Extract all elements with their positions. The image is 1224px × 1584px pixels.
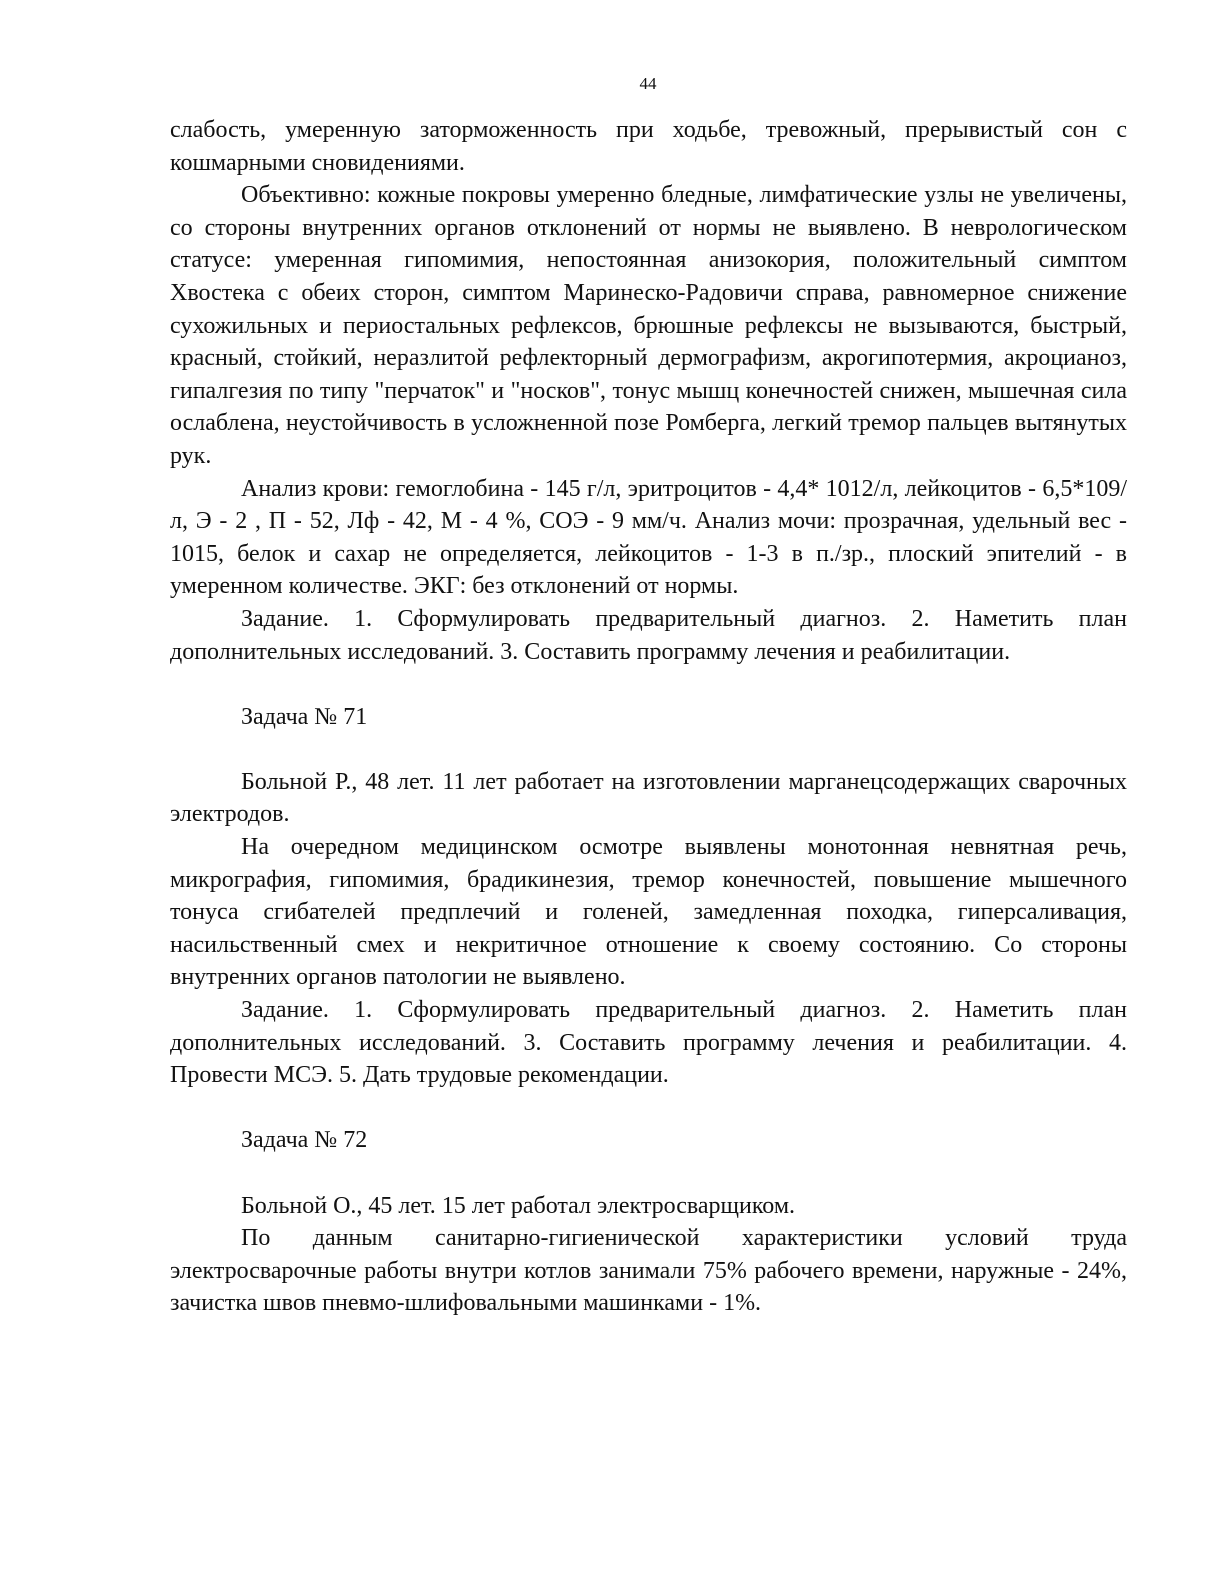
paragraph-continuation: слабость, умеренную заторможенность при ходьбе, тревожный, прерывистый сон с кошмарными сновидениями. <box>170 117 1127 176</box>
task-71-findings: На очередном медицинском осмотре выявлены монотонная невнятная речь, микрография, гипомимия, брадикинезия, тремор конечностей, повышение мышечного тонуса сгибателей предплечий и голеней, замедленная походка, гиперсаливация, насильственный смех и некритичное отношение к своему состоянию. Со стороны внутренних органов патологии не выявлено. <box>170 834 1127 991</box>
task-72-patient: Больной О., 45 лет. 15 лет работал электросварщиком. <box>241 1192 796 1219</box>
task-71-patient: Больной Р., 48 лет. 11 лет работает на изготовлении марганецсодержащих сварочных электродов. <box>170 768 1127 828</box>
paragraph-assignment: Задание. 1. Сформулировать предварительный диагноз. 2. Наметить план дополнительных исследований. 3. Составить программу лечения и реабилитации. <box>170 605 1127 665</box>
task-71-heading: Задача № 71 <box>241 703 368 730</box>
task-71-assignment: Задание. 1. Сформулировать предварительный диагноз. 2. Наметить план дополнительных исследований. 3. Составить программу лечения и реабилитации. 4. Провести МСЭ. 5. Дать трудовые рекомендации. <box>170 997 1127 1089</box>
task-72-conditions: По данным санитарно-гигиенической характеристики условий труда электросварочные работы внутри котлов занимали 75% рабочего времени, наружные - 24%, зачистка швов пневмо-шлифовальными машинками - 1%. <box>170 1225 1127 1317</box>
paragraph-lab-results: Анализ крови: гемоглобина - 145 г/л, эритроцитов - 4,4* 1012/л, лейкоцитов - 6,5*109/л, Э - 2 , П - 52, Лф - 42, М - 4 %, СОЭ - 9 мм/ч. Анализ мочи: прозрачная, удельный вес - 1015, белок и сахар не определяется, лейкоцитов - 1-3 в п./зр., плоский эпителий - в умеренном количестве. ЭКГ: без отклонений от нормы. <box>170 475 1127 600</box>
page-body <box>170 114 1127 1320</box>
paragraph-objective-exam: Объективно: кожные покровы умеренно бледные, лимфатические узлы не увеличены, со стороны внутренних органов отклонений от нормы не выявлено. В неврологическом статусе: умеренная гипомимия, непостоянная анизокория, положительный симптом Хвостека с обеих сторон, симптом Маринеско-Радовичи справа, равномерное снижение сухожильных и периостальных рефлексов, брюшные рефлексы не вызываются, быстрый, красный, стойкий, неразлитой рефлекторный дермографизм, акрогипотермия, акроцианоз, гипалгезия по типу "перчаток" и "носков", тонус мышц конечностей снижен, мышечная сила ослаблена, неустойчивость в усложненной позе Ромберга, легкий тремор пальцев вытянутых рук. <box>170 182 1127 469</box>
page-number: 44 <box>639 74 657 93</box>
task-72-heading: Задача № 72 <box>241 1127 368 1154</box>
